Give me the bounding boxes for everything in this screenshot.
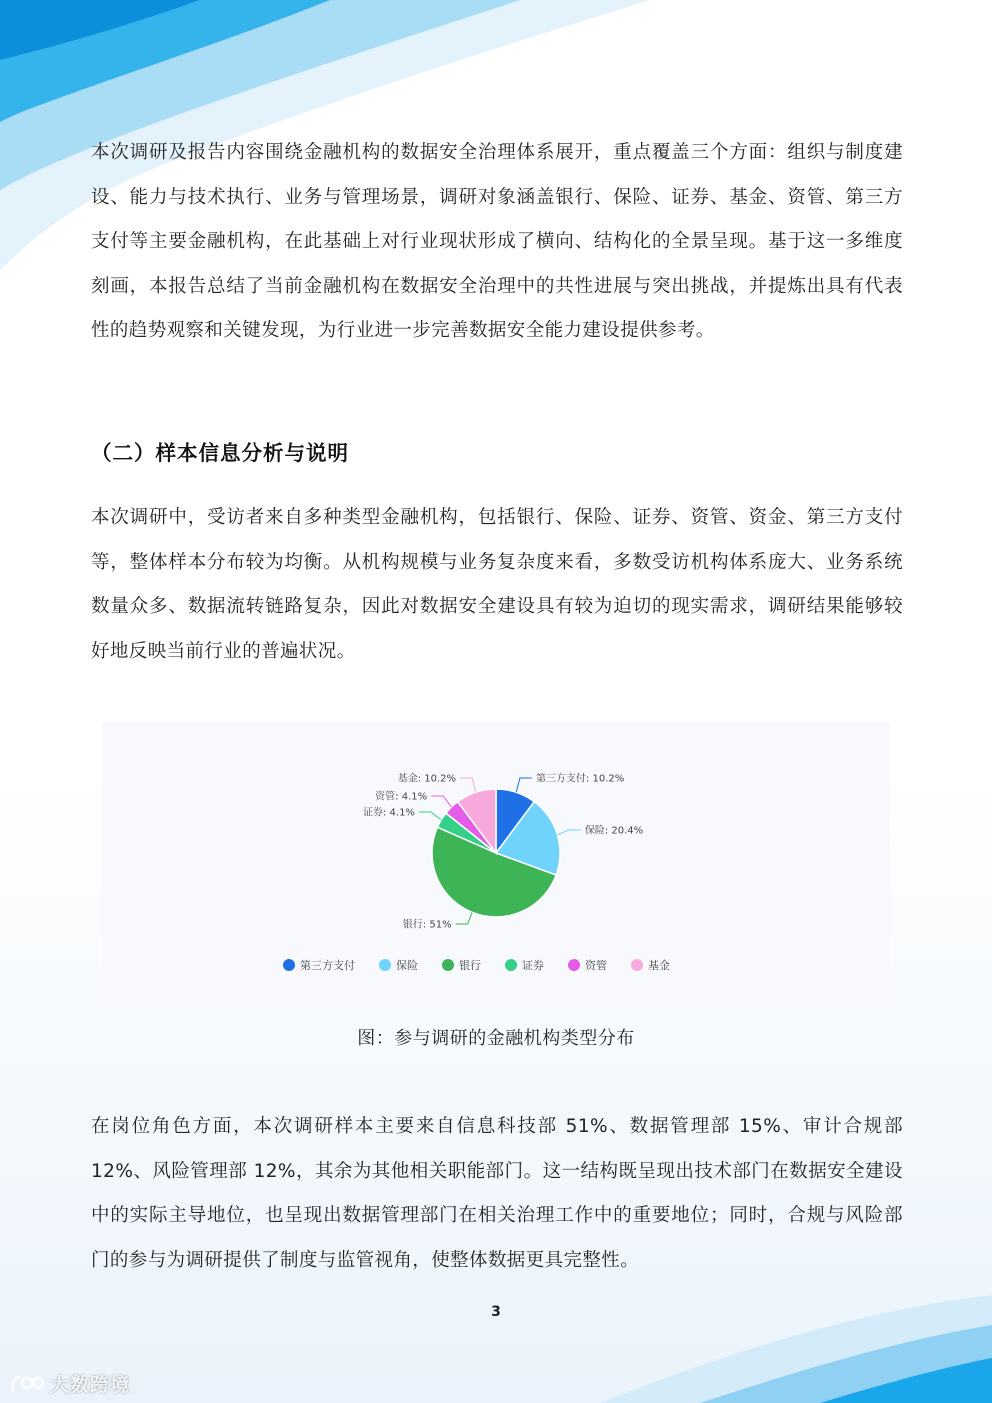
intro-paragraph: 本次调研及报告内容围绕金融机构的数据安全治理体系展开，重点覆盖三个方面：组织与制度建设、能力与技术执行、业务与管理场景，调研对象涵盖银行、保险、证券、基金、资管、第三方支付等主要金融机构，在此基础上对行业现状形成了横向、结构化的全景呈现。基于这一多维度刻画，本报告总结了当前金融机构在数据安全治理中的共性进展与突出挑战，并提炼出具有代表性的趋势观察和关键发现，为行业进一步完善数据安全能力建设提供参考。 <box>91 142 903 342</box>
legend-swatch-4 <box>568 959 580 971</box>
pie-leader-line-4 <box>431 796 451 807</box>
pie-leader-line-0 <box>516 778 532 792</box>
figure-caption: 图：参与调研的金融机构类型分布 <box>357 1028 635 1049</box>
watermark <box>10 1370 130 1397</box>
pie-data-label-3: 证券: 4.1% <box>362 807 415 819</box>
legend-label-2: 银行 <box>459 959 481 972</box>
pie-data-label-0: 第三方支付: 10.2% <box>535 773 625 785</box>
legend-swatch-1 <box>379 959 391 971</box>
watermark-logo-icon <box>10 1374 48 1394</box>
watermark-text: 大数跨境 <box>50 1374 131 1396</box>
page-number: 3 <box>491 1304 501 1320</box>
legend-swatch-2 <box>442 959 454 971</box>
section-title: （二）样本信息分析与说明 <box>91 441 349 465</box>
pie-leader-line-3 <box>419 812 441 820</box>
roles-paragraph: 在岗位角色方面，本次调研样本主要来自信息科技部 51%、数据管理部 15%、审计合规部 12%、风险管理部 12%，其余为其他相关职能部门。这一结构既呈现出技术部门在数据安全建设中的实际主导地位，也呈现出数据管理部门在相关治理工作中的重要地位；同时，合规与风险部门的参与为调研提供了制度与监管视角，使整体数据更具完整性。 <box>91 1116 903 1271</box>
pie-chart <box>102 722 890 1010</box>
legend-label-4: 资管 <box>585 959 607 972</box>
pie-data-label-1: 保险: 20.4% <box>584 825 644 837</box>
legend-label-3: 证券 <box>522 959 544 972</box>
pie-data-label-5: 基金: 10.2% <box>397 773 457 785</box>
pie-leader-line-5 <box>460 778 476 792</box>
legend-label-1: 保险 <box>396 959 418 972</box>
chart-container <box>102 722 890 1010</box>
pie-data-label-4: 资管: 4.1% <box>375 791 428 803</box>
pie-leader-line-2 <box>456 912 472 924</box>
legend-label-5: 基金 <box>648 959 670 972</box>
pie-data-label-2: 银行: 51% <box>402 919 452 931</box>
legend-label-0: 第三方支付 <box>300 959 355 972</box>
sample-paragraph: 本次调研中，受访者来自多种类型金融机构，包括银行、保险、证券、资管、资金、第三方支付等，整体样本分布较为均衡。从机构规模与业务复杂度来看，多数受访机构体系庞大、业务系统数量众多、数据流转链路复杂，因此对数据安全建设具有较为迫切的现实需求，调研结果能够较好地反映当前行业的普遍状况。 <box>91 507 903 662</box>
pie-leader-line-1 <box>557 830 581 835</box>
legend-swatch-3 <box>505 959 517 971</box>
legend-swatch-0 <box>283 959 295 971</box>
legend-swatch-5 <box>631 959 643 971</box>
